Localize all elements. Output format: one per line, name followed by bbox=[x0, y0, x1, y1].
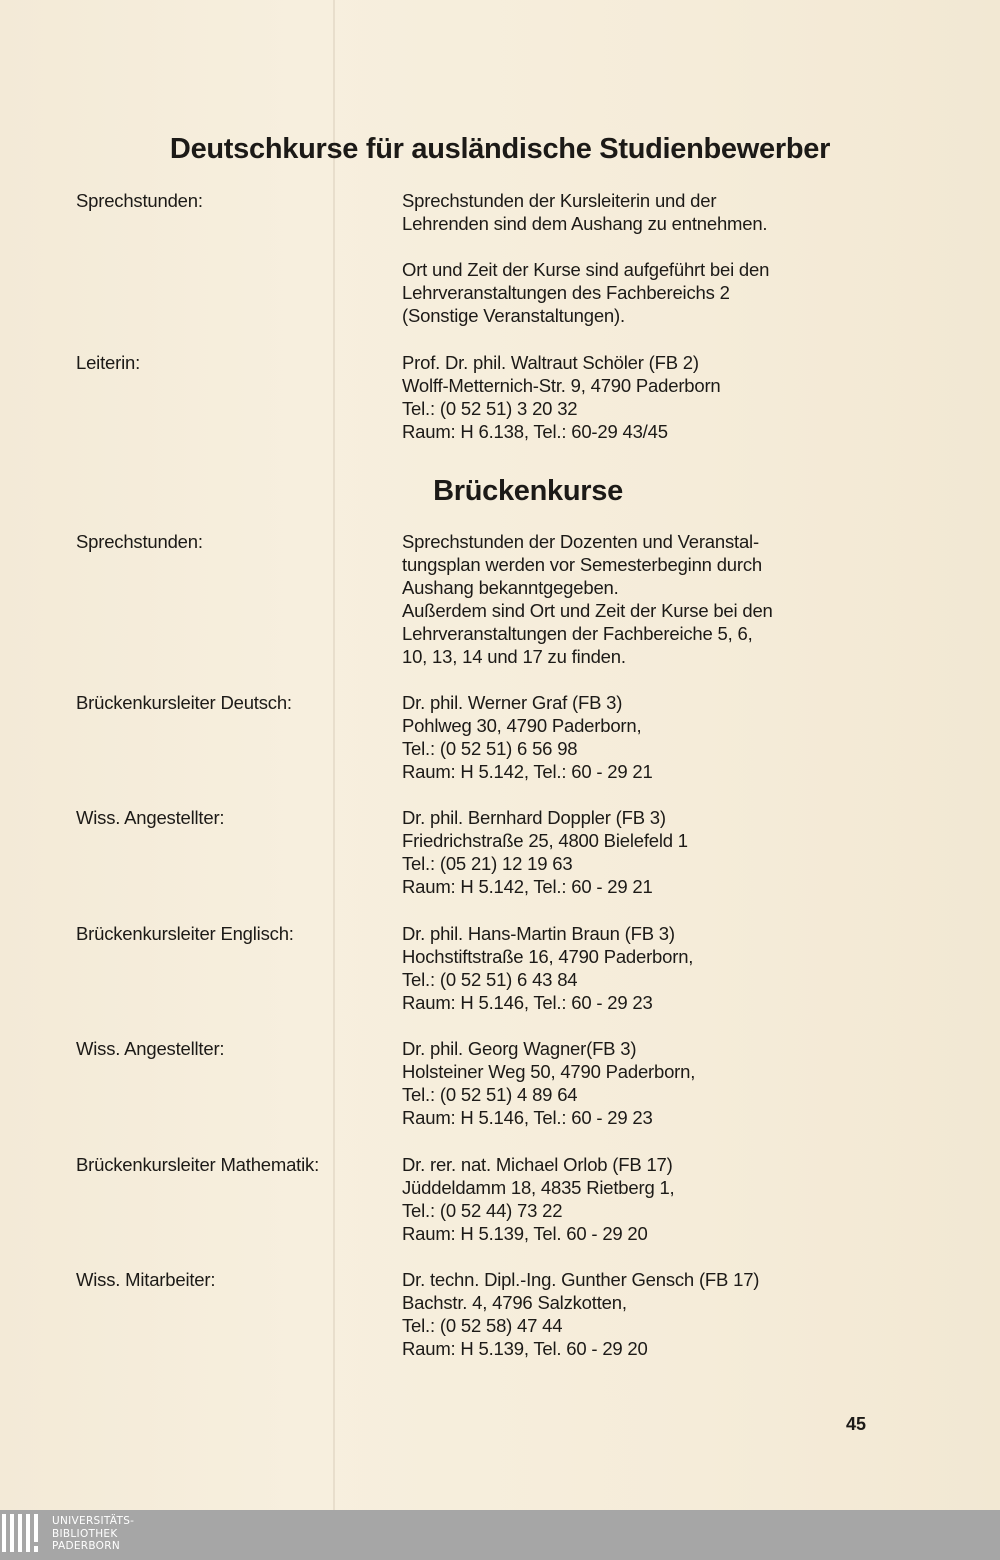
label-kursleiter-englisch: Brückenkursleiter Englisch: bbox=[76, 923, 294, 944]
value-kursleiter-deutsch bbox=[402, 691, 872, 783]
text-line: Hochstiftstraße 16, 4790 Paderborn, bbox=[402, 946, 694, 967]
text-line: Dr. phil. Werner Graf (FB 3) bbox=[402, 692, 623, 713]
value-wiss-mitarbeiter bbox=[402, 1268, 872, 1360]
text-line: Raum: H 5.146, Tel.: 60 - 29 23 bbox=[402, 992, 653, 1013]
text-line: Jüddeldamm 18, 4835 Rietberg 1, bbox=[402, 1177, 675, 1198]
text-line: Friedrichstraße 25, 4800 Bielefeld 1 bbox=[402, 830, 688, 851]
text-line: Pohlweg 30, 4790 Paderborn, bbox=[402, 715, 642, 736]
text-line: 10, 13, 14 und 17 zu finden. bbox=[402, 646, 626, 667]
text-line: Dr. phil. Georg Wagner(FB 3) bbox=[402, 1038, 637, 1059]
value-kursleiter-mathematik bbox=[402, 1153, 872, 1245]
text-line: Ort und Zeit der Kurse sind aufgeführt bei den bbox=[402, 259, 770, 280]
label-sprechstunden-1: Sprechstunden: bbox=[76, 190, 203, 211]
text-line: Bachstr. 4, 4796 Salzkotten, bbox=[402, 1292, 627, 1313]
label-wiss-angestellter-2: Wiss. Angestellter: bbox=[76, 1038, 225, 1059]
text-line: Lehrveranstaltungen der Fachbereiche 5, 6, bbox=[402, 623, 753, 644]
value-kurse-ort-zeit bbox=[402, 258, 872, 327]
text-line: Raum: H 5.139, Tel. 60 - 29 20 bbox=[402, 1223, 648, 1244]
text-line: Außerdem sind Ort und Zeit der Kurse bei den bbox=[402, 600, 773, 621]
text-line: Lehrveranstaltungen des Fachbereichs 2 bbox=[402, 282, 730, 303]
text-line: Dr. techn. Dipl.-Ing. Gunther Gensch (FB 17) bbox=[402, 1269, 760, 1290]
text-line: Tel.: (0 52 51) 6 56 98 bbox=[402, 738, 578, 759]
text-line: Raum: H 5.146, Tel.: 60 - 29 23 bbox=[402, 1107, 653, 1128]
text-line: Tel.: (05 21) 12 19 63 bbox=[402, 853, 573, 874]
text-line: Wolff-Metternich-Str. 9, 4790 Paderborn bbox=[402, 375, 721, 396]
text-line: Dr. rer. nat. Michael Orlob (FB 17) bbox=[402, 1154, 673, 1175]
text-line: Raum: H 5.142, Tel.: 60 - 29 21 bbox=[402, 876, 653, 897]
text-line: Dr. phil. Hans-Martin Braun (FB 3) bbox=[402, 923, 675, 944]
text-line: Dr. phil. Bernhard Doppler (FB 3) bbox=[402, 807, 666, 828]
label-kursleiter-deutsch: Brückenkursleiter Deutsch: bbox=[76, 692, 292, 713]
text-line: Prof. Dr. phil. Waltraut Schöler (FB 2) bbox=[402, 352, 699, 373]
text-line: Tel.: (0 52 51) 6 43 84 bbox=[402, 969, 578, 990]
text-line: Tel.: (0 52 51) 3 20 32 bbox=[402, 398, 578, 419]
text-line: tungsplan werden vor Semesterbeginn durch bbox=[402, 554, 762, 575]
text-line: Raum: H 6.138, Tel.: 60-29 43/45 bbox=[402, 421, 668, 442]
text-line: Raum: H 5.142, Tel.: 60 - 29 21 bbox=[402, 761, 653, 782]
value-sprechstunden-2 bbox=[402, 530, 872, 668]
page-number: 45 bbox=[846, 1414, 867, 1434]
logo-line: PADERBORN bbox=[52, 1540, 120, 1552]
value-kursleiter-englisch bbox=[402, 922, 872, 1014]
label-leiterin: Leiterin: bbox=[76, 352, 141, 373]
value-leiterin bbox=[402, 351, 872, 443]
label-wiss-angestellter-1: Wiss. Angestellter: bbox=[76, 807, 225, 828]
text-line: Lehrenden sind dem Aushang zu entnehmen. bbox=[402, 213, 768, 234]
label-wiss-mitarbeiter: Wiss. Mitarbeiter: bbox=[76, 1269, 216, 1290]
text-line: Tel.: (0 52 44) 73 22 bbox=[402, 1200, 563, 1221]
text-line: (Sonstige Veranstaltungen). bbox=[402, 305, 625, 326]
library-logo-text bbox=[52, 1515, 134, 1553]
library-footer-bar bbox=[0, 1510, 1000, 1560]
text-line: Aushang bekanntgegeben. bbox=[402, 577, 619, 598]
logo-line: BIBLIOTHEK bbox=[52, 1527, 118, 1540]
label-kursleiter-mathematik: Brückenkursleiter Mathematik: bbox=[76, 1154, 320, 1175]
logo-line: UNIVERSITÄTS- bbox=[52, 1515, 135, 1527]
heading-brueckenkurse: Brückenkurse bbox=[433, 475, 623, 507]
text-line: Sprechstunden der Dozenten und Veranstal- bbox=[402, 531, 759, 552]
value-wiss-angestellter-1 bbox=[402, 806, 872, 898]
text-line: Tel.: (0 52 51) 4 89 64 bbox=[402, 1084, 578, 1105]
label-sprechstunden-2: Sprechstunden: bbox=[76, 531, 203, 552]
text-line: Holsteiner Weg 50, 4790 Paderborn, bbox=[402, 1061, 696, 1082]
value-wiss-angestellter-2 bbox=[402, 1037, 872, 1129]
text-line: Tel.: (0 52 58) 47 44 bbox=[402, 1315, 563, 1336]
value-sprechstunden-1 bbox=[402, 189, 872, 235]
text-line: Sprechstunden der Kursleiterin und der bbox=[402, 190, 717, 211]
heading-deutschkurse: Deutschkurse für ausländische Studienbewerber bbox=[169, 133, 831, 165]
text-line: Raum: H 5.139, Tel. 60 - 29 20 bbox=[402, 1338, 648, 1359]
page-fold-shadow bbox=[333, 0, 335, 1510]
